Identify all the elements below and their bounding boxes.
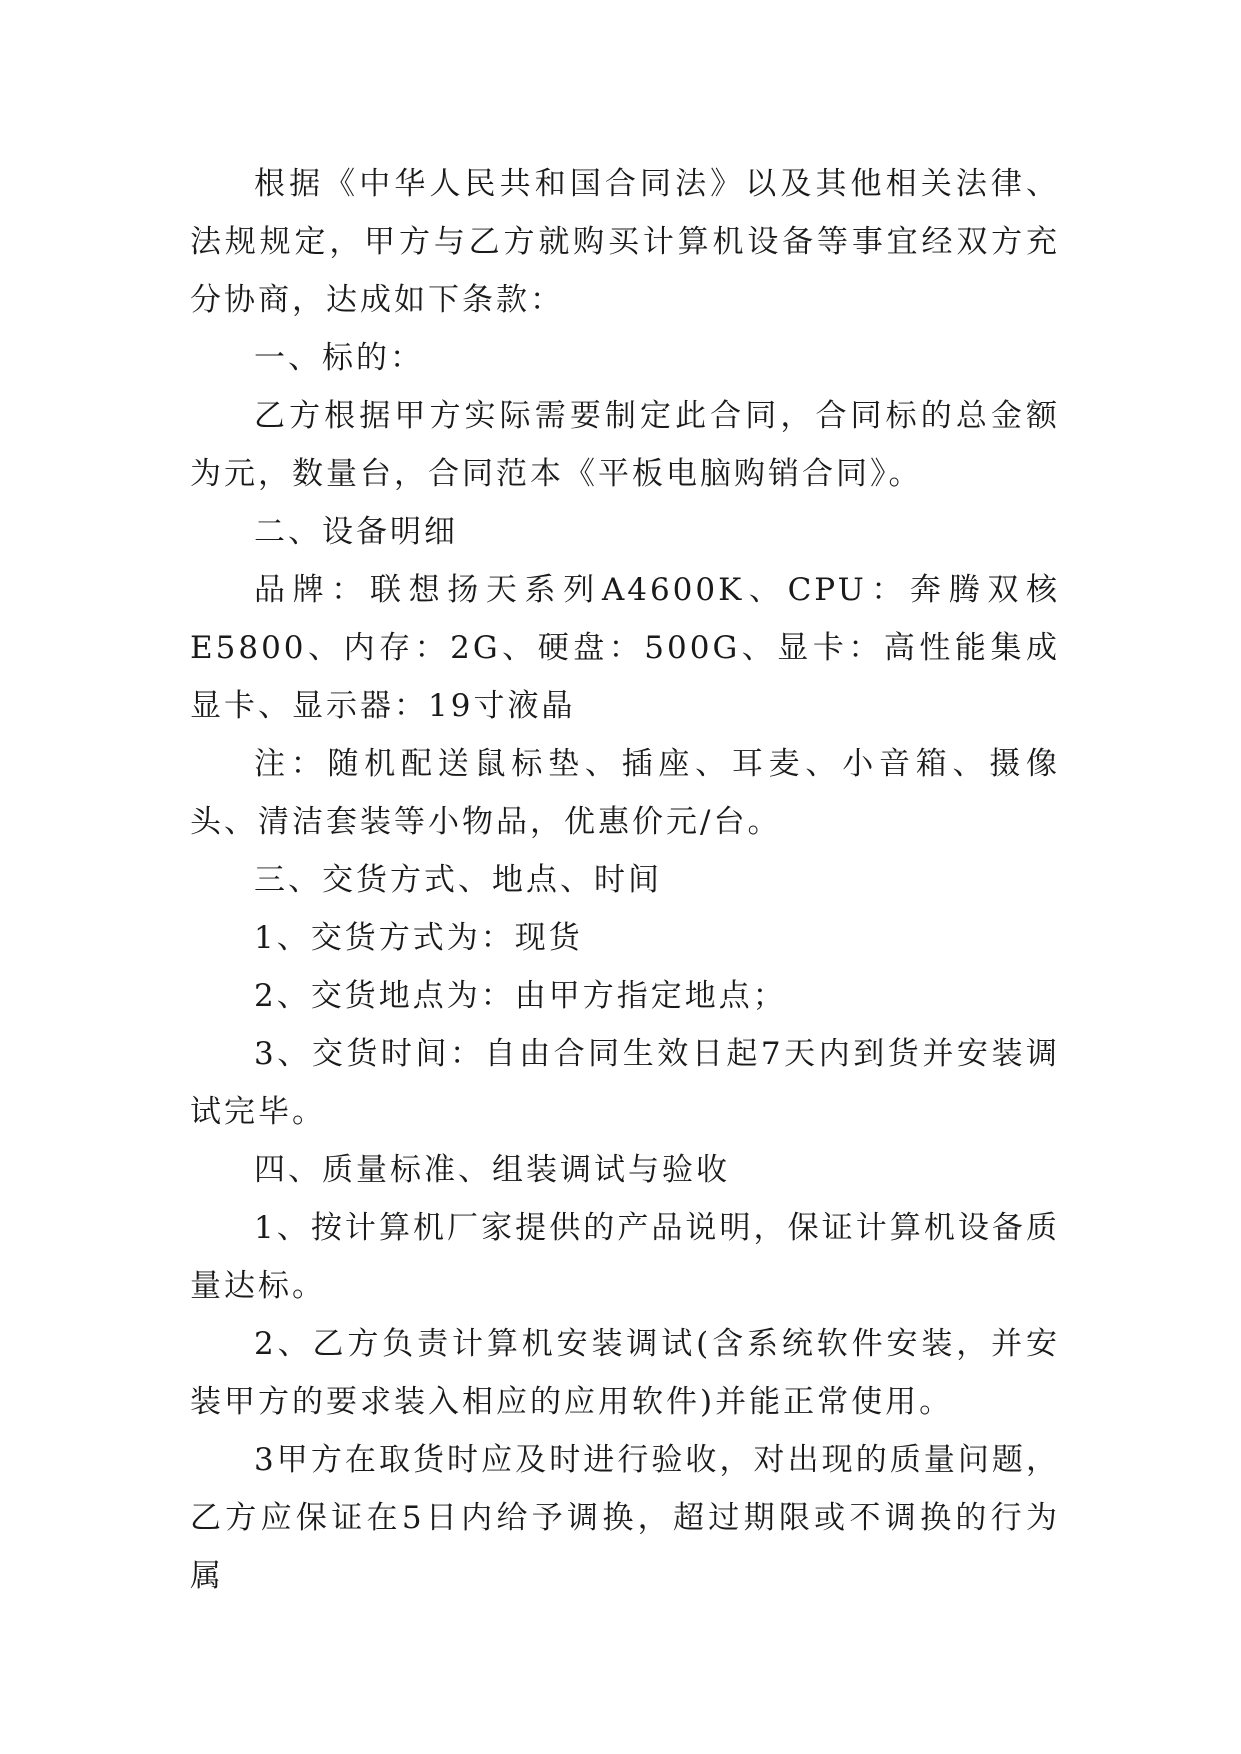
document-body [190,155,1060,1605]
paragraph-delivery-location: 2、交货地点为：由甲方指定地点； [254,978,787,1014]
paragraph-delivery-time: 3、交货时间：自由合同生效日起7天内到货并安装调试完毕。 [190,1036,1060,1130]
paragraph-subject: 乙方根据甲方实际需要制定此合同，合同标的总金额为元，数量台，合同范本《平板电脑购销合同》。 [190,398,1060,492]
paragraph-equipment-specs: 品牌：联想扬天系列A4600K、CPU：奔腾双核E5800、内存：2G、硬盘：500G、显卡：高性能集成显卡、显示器：19寸液晶 [190,572,1060,724]
heading-subject: 一、标的： [254,340,424,376]
heading-delivery: 三、交货方式、地点、时间 [254,862,662,898]
paragraph-installation: 2、乙方负责计算机安装调试(含系统软件安装，并安装甲方的要求装入相应的应用软件)并能正常使用。 [190,1326,1060,1420]
heading-quality: 四、质量标准、组装调试与验收 [254,1152,730,1188]
paragraph-acceptance: 3甲方在取货时应及时进行验收，对出现的质量问题，乙方应保证在5日内给予调换，超过期限或不调换的行为属 [190,1442,1060,1594]
paragraph-delivery-method: 1、交货方式为：现货 [254,920,583,956]
paragraph-quality-standard: 1、按计算机厂家提供的产品说明，保证计算机设备质量达标。 [190,1210,1060,1304]
heading-equipment: 二、设备明细 [254,514,458,550]
paragraph-preamble: 根据《中华人民共和国合同法》以及其他相关法律、法规规定，甲方与乙方就购买计算机设备等事宜经双方充分协商，达成如下条款： [190,166,1060,318]
paragraph-equipment-note: 注：随机配送鼠标垫、插座、耳麦、小音箱、摄像头、清洁套装等小物品，优惠价元/台。 [190,746,1060,840]
